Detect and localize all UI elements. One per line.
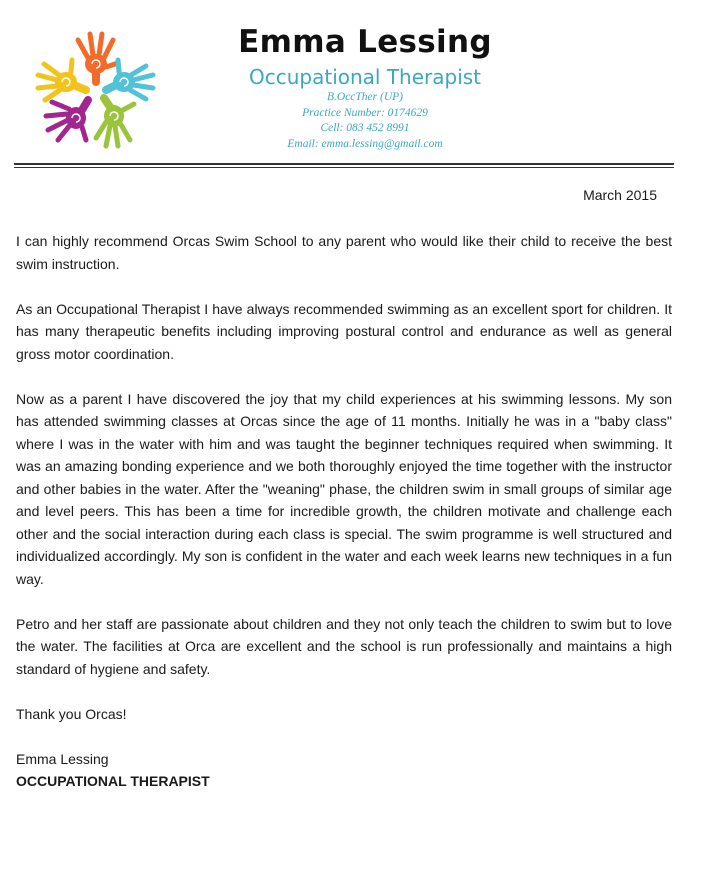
yellow-hand-icon xyxy=(38,60,86,100)
letterhead-rule-thin xyxy=(14,167,674,168)
letterhead-rule-thick xyxy=(14,163,674,165)
paragraph-recommendation: I can highly recommend Orcas Swim School to any parent who would like their child to receive the best swim instruction. xyxy=(16,233,672,272)
magenta-hand-icon xyxy=(46,100,88,140)
credential-cell: Cell: 083 452 8991 xyxy=(320,122,410,134)
signature-name: Emma Lessing xyxy=(16,750,109,767)
letterhead xyxy=(0,0,710,170)
paragraph-therapist-view: As an Occupational Therapist I have always recommended swimming as an excellent sport for children. It has many therapeutic benefits including improving postural control and endurance as well as general gross motor coordination. xyxy=(16,300,672,362)
therapist-name: Emma Lessing xyxy=(238,24,492,60)
green-hand-icon xyxy=(96,98,134,146)
five-colourful-hands-logo xyxy=(34,30,158,150)
signature-title: OCCUPATIONAL THERAPIST xyxy=(16,773,210,789)
letterhead-text xyxy=(200,22,530,152)
credential-practice-number: Practice Number: 0174629 xyxy=(302,106,428,119)
letter-body xyxy=(16,230,672,793)
paragraph-staff-facilities: Petro and her staff are passionate about children and they not only teach the children to swim but to love the water. The facilities at Orca are excellent and the school is run professionally and maintains a high standard of hygiene and safety. xyxy=(16,615,672,677)
paragraph-parent-experience: Now as a parent I have discovered the joy that my child experiences at his swimming lessons. My son has attended swimming classes at Orcas since the age of 11 months. Initially he was in a "baby class" where I was in the water with him and was taught the beginner techniques required when swimming. It was an amazing bonding experience and we both thoroughly enjoyed the time together with the instructor and other babies in the water. After the "weaning" phase, the children swim in small groups of similar age and level peers. This has been a time for incredible growth, the children motivate and challenge each other and the social interaction during each class is special. The swim programme is well structured and individualized accordingly. My son is confident in the water and each week learns new techniques in a fun way. xyxy=(16,390,672,587)
letter-date: March 2015 xyxy=(583,187,657,203)
orange-hand-icon xyxy=(78,34,118,82)
therapist-title: Occupational Therapist xyxy=(248,65,482,89)
credential-qualification: B.OccTher (UP) xyxy=(326,91,403,103)
credential-email: Email: emma.lessing@gmail.com xyxy=(287,137,443,150)
paragraph-thanks: Thank you Orcas! xyxy=(16,705,127,722)
